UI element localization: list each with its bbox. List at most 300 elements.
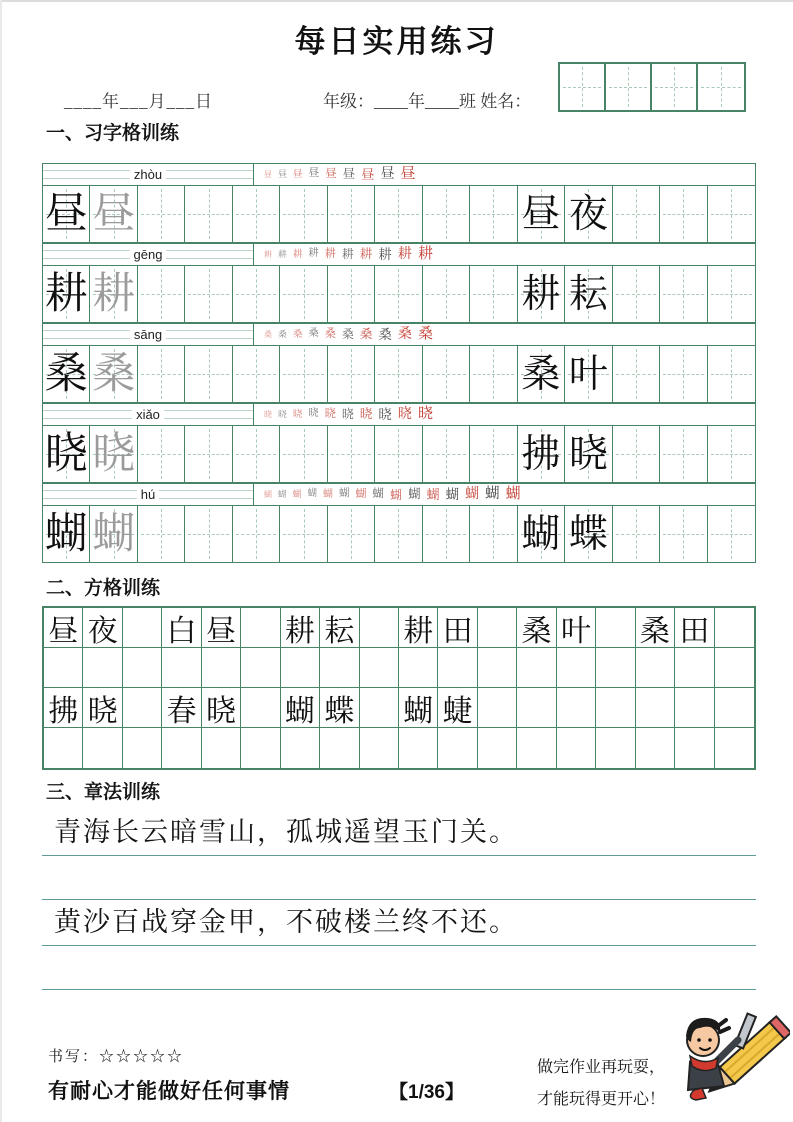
- practice-cell: [280, 186, 327, 242]
- square-cell-character: 春: [166, 694, 197, 728]
- stroke-step: 桑: [397, 326, 412, 343]
- square-cell-character: 叶: [560, 614, 591, 648]
- practice-character: 夜: [568, 192, 608, 236]
- square-cell-character: 桑: [521, 614, 552, 648]
- stroke-step: 昼: [264, 169, 272, 179]
- square-cell: [241, 728, 280, 768]
- square-cell: [123, 688, 162, 728]
- square-cell-character: 蜨: [442, 694, 473, 728]
- square-cell: [438, 648, 477, 688]
- stroke-step: 桑: [378, 326, 392, 342]
- square-cell: [44, 728, 83, 768]
- stroke-step: 蝴: [307, 488, 318, 499]
- square-cell: [636, 648, 675, 688]
- practice-cell: [613, 186, 660, 242]
- square-cell: [202, 728, 241, 768]
- square-cell: [83, 688, 122, 728]
- name-grid-cell: [560, 64, 606, 110]
- practice-cell: [423, 266, 470, 322]
- practice-cell: [280, 346, 327, 402]
- practice-cell: [660, 346, 707, 402]
- pinyin-box: [43, 164, 254, 185]
- practice-cell: [328, 186, 375, 242]
- page-indicator: 【1/36】: [389, 1082, 464, 1103]
- pinyin-box: [43, 404, 254, 425]
- stroke-step: 耕: [397, 246, 412, 263]
- square-cell: [281, 688, 320, 728]
- square-cell: [557, 728, 596, 768]
- page-title: 每日实用练习: [294, 24, 499, 59]
- square-cell-character: 蝴: [284, 694, 315, 728]
- square-cell: [44, 648, 83, 688]
- stroke-step: 晓: [341, 406, 354, 421]
- stroke-step: 耕: [292, 248, 303, 260]
- rating-stars: ☆☆☆☆☆: [99, 1048, 185, 1065]
- mascot-caption: [515, 1052, 665, 1116]
- stroke-step: 晓: [324, 407, 336, 420]
- square-cell: [281, 648, 320, 688]
- practice-character: 昼: [92, 190, 136, 238]
- square-cell-character: 田: [679, 614, 710, 648]
- square-cell-character: 昼: [48, 614, 79, 648]
- stroke-step: 晓: [308, 408, 319, 420]
- square-cell: [636, 608, 675, 648]
- square-cell-character: 晓: [205, 694, 236, 728]
- stroke-step: 昼: [278, 169, 287, 180]
- practice-character: 桑: [521, 352, 561, 396]
- practice-cell: [660, 426, 707, 482]
- practice-cell: [90, 266, 137, 322]
- square-cell-character: 蝶: [324, 694, 355, 728]
- stroke-step: 耕: [418, 246, 434, 262]
- practice-cell: [660, 186, 707, 242]
- practice-cell: [375, 346, 422, 402]
- stroke-step: 晓: [359, 407, 373, 422]
- stroke-step: 桑: [292, 328, 303, 340]
- square-cell-character: 拂: [48, 694, 79, 728]
- stroke-step: 昼: [308, 168, 320, 180]
- practice-character: 耕: [92, 270, 136, 318]
- practice-cell: [328, 426, 375, 482]
- pinyin-label: sāng: [130, 327, 166, 342]
- stroke-step: 蝴: [485, 486, 500, 503]
- motto: 有耐心才能做好任何事情: [48, 1080, 290, 1103]
- stroke-step: 昼: [325, 167, 337, 180]
- practice-cell: [565, 186, 612, 242]
- stroke-step: 晓: [418, 406, 434, 422]
- stroke-step: 耕: [264, 249, 272, 259]
- square-cell: [557, 688, 596, 728]
- stroke-step: 耕: [378, 246, 392, 262]
- practice-cell: [43, 506, 90, 562]
- square-cell: [517, 728, 556, 768]
- practice-cell-row: [42, 345, 756, 403]
- practice-cell: [90, 506, 137, 562]
- square-cell: [438, 688, 477, 728]
- practice-row-header: [42, 323, 756, 345]
- practice-cell: [470, 426, 517, 482]
- practice-cell: [280, 426, 327, 482]
- square-cell: [399, 608, 438, 648]
- practice-character: 蝶: [568, 512, 608, 556]
- stroke-order-sequence: [254, 244, 755, 265]
- square-cell: [241, 648, 280, 688]
- practice-character: 耘: [568, 272, 608, 316]
- practice-row: [42, 403, 756, 483]
- square-cell: [360, 608, 399, 648]
- square-cell: [123, 728, 162, 768]
- stroke-step: 桑: [324, 327, 336, 340]
- practice-cell: [375, 426, 422, 482]
- square-cell: [44, 688, 83, 728]
- stroke-step: 桑: [308, 328, 319, 340]
- practice-cell: [138, 266, 185, 322]
- stroke-step: 桑: [359, 327, 373, 342]
- practice-cell: [613, 266, 660, 322]
- practice-cell: [375, 186, 422, 242]
- poem-line-1: 青海长云暗雪山，孤城遥望玉门关。: [42, 810, 756, 856]
- square-cell: [596, 648, 635, 688]
- square-cell: [438, 608, 477, 648]
- name-grid-cell: [698, 64, 744, 110]
- composition-block: [42, 810, 756, 990]
- stroke-step: 桑: [264, 329, 272, 339]
- practice-cell: [518, 346, 565, 402]
- stroke-step: 晓: [278, 409, 287, 420]
- square-cell: [360, 728, 399, 768]
- square-cell: [202, 608, 241, 648]
- stroke-step: 桑: [278, 329, 287, 340]
- square-cell-character: 蝴: [403, 694, 434, 728]
- square-grid: [42, 606, 756, 770]
- mascot-caption-line2: 才能玩得更开心！: [536, 1091, 665, 1108]
- square-cell: [478, 688, 517, 728]
- square-cell: [281, 608, 320, 648]
- stroke-step: 蝴: [355, 488, 367, 500]
- square-cell: [715, 648, 754, 688]
- square-cell: [399, 728, 438, 768]
- name-grid-cell: [606, 64, 652, 110]
- practice-row-header: [42, 243, 756, 265]
- practice-cell: [233, 186, 280, 242]
- practice-cell: [613, 426, 660, 482]
- square-cell-character: 桑: [639, 614, 670, 648]
- practice-row: [42, 163, 756, 243]
- practice-cell: [660, 506, 707, 562]
- stroke-order-sequence: [254, 164, 755, 185]
- stroke-step: 昼: [342, 167, 356, 182]
- practice-cell: [708, 426, 755, 482]
- practice-cell-row: [42, 265, 756, 323]
- square-cell: [162, 608, 201, 648]
- square-cell: [241, 608, 280, 648]
- square-cell-character: 耕: [284, 614, 315, 648]
- date-line: ____年___月___日: [64, 92, 213, 111]
- square-cell-character: 田: [442, 614, 473, 648]
- stroke-step: 耕: [308, 248, 319, 260]
- practice-cell: [708, 506, 755, 562]
- square-cell: [241, 688, 280, 728]
- practice-row-header: [42, 163, 756, 185]
- practice-cell: [185, 506, 232, 562]
- square-cell: [675, 608, 714, 648]
- stroke-step: 晓: [292, 408, 303, 420]
- poem-line-2: 黄沙百战穿金甲，不破楼兰终不还。: [42, 900, 756, 946]
- page-edge-top: [0, 0, 793, 2]
- pinyin-box: [43, 484, 254, 505]
- square-cell: [596, 728, 635, 768]
- stroke-step: 蝴: [390, 487, 403, 502]
- practice-character: 蝴: [44, 510, 88, 558]
- practice-cell: [518, 266, 565, 322]
- square-cell: [123, 608, 162, 648]
- square-cell: [162, 728, 201, 768]
- square-cell: [399, 648, 438, 688]
- square-cell: [517, 688, 556, 728]
- section2-heading: 二、方格训练: [46, 578, 161, 599]
- practice-cell: [708, 186, 755, 242]
- section3-heading: 三、章法训练: [46, 782, 161, 803]
- practice-cell: [233, 506, 280, 562]
- square-cell: [162, 648, 201, 688]
- practice-cell: [185, 346, 232, 402]
- rating-label: 书写：: [48, 1048, 100, 1065]
- square-cell-character: 耕: [403, 614, 434, 648]
- square-cell: [715, 728, 754, 768]
- practice-cell: [185, 186, 232, 242]
- practice-cell: [43, 346, 90, 402]
- stroke-step: 晓: [264, 409, 272, 419]
- practice-cell: [613, 346, 660, 402]
- practice-row-header: [42, 403, 756, 425]
- square-cell: [320, 728, 359, 768]
- square-cell: [83, 608, 122, 648]
- square-cell: [557, 608, 596, 648]
- name-grid-cell: [652, 64, 698, 110]
- square-cell: [636, 728, 675, 768]
- square-cell: [44, 608, 83, 648]
- square-cell: [636, 688, 675, 728]
- square-cell: [715, 688, 754, 728]
- rating-row: [48, 1045, 184, 1066]
- practice-cell: [138, 346, 185, 402]
- practice-cell: [328, 506, 375, 562]
- practice-character: 桑: [92, 350, 136, 398]
- practice-character: 桑: [44, 350, 88, 398]
- square-cell-character: 耘: [324, 614, 355, 648]
- stroke-step: 耕: [341, 246, 354, 261]
- square-cell: [360, 688, 399, 728]
- square-cell: [557, 648, 596, 688]
- practice-cell: [233, 346, 280, 402]
- stroke-step: 昼: [380, 166, 395, 183]
- square-cell-character: 昼: [205, 614, 236, 648]
- practice-character: 晓: [92, 430, 136, 478]
- practice-character: 蝴: [92, 510, 136, 558]
- stroke-step: 蝴: [408, 487, 421, 502]
- section1-heading: 一、习字格训练: [46, 123, 180, 144]
- stroke-step: 昼: [400, 166, 416, 182]
- practice-row-header: [42, 483, 756, 505]
- practice-cell: [708, 346, 755, 402]
- stroke-step: 桑: [341, 326, 354, 341]
- practice-cell: [565, 346, 612, 402]
- stroke-step: 耕: [278, 249, 287, 260]
- practice-cell: [185, 266, 232, 322]
- practice-character: 昼: [521, 192, 561, 236]
- practice-cell: [280, 506, 327, 562]
- stroke-order-sequence: [254, 324, 755, 345]
- stroke-step: 蝴: [323, 488, 334, 500]
- name-grid: [558, 62, 746, 112]
- practice-cell-row: [42, 185, 756, 243]
- practice-cell: [470, 506, 517, 562]
- practice-cell: [328, 266, 375, 322]
- practice-cell: [613, 506, 660, 562]
- square-cell: [596, 608, 635, 648]
- practice-cell: [565, 506, 612, 562]
- practice-row: [42, 243, 756, 323]
- practice-cell: [423, 506, 470, 562]
- page-edge-left: [0, 0, 2, 1122]
- practice-cell: [375, 266, 422, 322]
- practice-cell: [423, 346, 470, 402]
- square-cell-character: 夜: [87, 614, 118, 648]
- square-cell: [517, 608, 556, 648]
- stroke-step: 昼: [361, 166, 375, 182]
- square-cell: [83, 648, 122, 688]
- stroke-step: 耕: [359, 247, 373, 262]
- practice-cell: [138, 186, 185, 242]
- square-cell: [596, 688, 635, 728]
- stroke-step: 晓: [378, 406, 392, 422]
- practice-character: 晓: [44, 430, 88, 478]
- stroke-step: 晓: [397, 406, 412, 423]
- square-cell: [715, 608, 754, 648]
- stroke-step: 耕: [324, 247, 336, 260]
- practice-cell: [470, 266, 517, 322]
- practice-cell: [518, 426, 565, 482]
- stroke-step: 蝴: [292, 489, 302, 499]
- practice-row: [42, 483, 756, 563]
- practice-cell: [43, 426, 90, 482]
- square-cell: [281, 728, 320, 768]
- stroke-step: 蝴: [465, 486, 480, 502]
- pinyin-box: [43, 244, 254, 265]
- square-cell: [320, 688, 359, 728]
- practice-cell: [423, 186, 470, 242]
- square-cell: [360, 648, 399, 688]
- square-cell: [478, 728, 517, 768]
- practice-cell-row: [42, 425, 756, 483]
- pinyin-label: zhòu: [130, 167, 166, 182]
- practice-cell: [138, 506, 185, 562]
- stroke-step: 蝴: [339, 488, 350, 500]
- stroke-step: 昼: [292, 168, 303, 180]
- square-cell: [83, 728, 122, 768]
- square-cell: [202, 688, 241, 728]
- practice-cell: [660, 266, 707, 322]
- stroke-order-sequence: [254, 404, 755, 425]
- practice-cell-row: [42, 505, 756, 563]
- square-cell: [675, 688, 714, 728]
- pinyin-label: xiǎo: [132, 407, 164, 422]
- pinyin-label: gēng: [130, 247, 167, 262]
- practice-cell: [90, 426, 137, 482]
- square-cell: [675, 648, 714, 688]
- practice-cell: [233, 266, 280, 322]
- square-cell: [478, 648, 517, 688]
- square-cell: [123, 648, 162, 688]
- practice-cell: [138, 426, 185, 482]
- stroke-step: 蝴: [445, 486, 460, 502]
- stroke-order-sequence: [254, 484, 755, 505]
- practice-character: 耕: [44, 270, 88, 318]
- practice-cell: [565, 266, 612, 322]
- writing-blank-1: [42, 856, 756, 900]
- stroke-step: 蝴: [264, 489, 272, 499]
- practice-character: 拂: [521, 432, 561, 476]
- practice-cell: [90, 186, 137, 242]
- practice-cell: [43, 186, 90, 242]
- practice-cell: [185, 426, 232, 482]
- square-cell-character: 白: [166, 614, 197, 648]
- practice-cell: [423, 426, 470, 482]
- practice-character: 耕: [521, 272, 561, 316]
- practice-row: [42, 323, 756, 403]
- square-cell: [202, 648, 241, 688]
- square-cell-character: 晓: [87, 694, 118, 728]
- practice-character: 蝴: [521, 512, 561, 556]
- stroke-step: 蝴: [426, 487, 440, 502]
- grade-name-line: 年级：____年____班 姓名：: [323, 92, 532, 111]
- square-cell: [438, 728, 477, 768]
- practice-cell: [518, 186, 565, 242]
- pinyin-box: [43, 324, 254, 345]
- square-cell: [517, 648, 556, 688]
- practice-cell: [43, 266, 90, 322]
- square-cell: [320, 608, 359, 648]
- square-cell: [675, 728, 714, 768]
- practice-cell: [518, 506, 565, 562]
- mascot-caption-line1: 做完作业再玩耍，: [536, 1059, 665, 1076]
- pinyin-label: hú: [137, 487, 159, 502]
- square-cell: [320, 648, 359, 688]
- square-cell: [399, 688, 438, 728]
- practice-cell: [708, 266, 755, 322]
- practice-cell: [328, 346, 375, 402]
- practice-cell: [90, 346, 137, 402]
- practice-cell: [470, 346, 517, 402]
- boy-riding-pencil-icon: [650, 1010, 790, 1120]
- practice-cell: [280, 266, 327, 322]
- practice-character: 叶: [568, 352, 608, 396]
- square-cell: [478, 608, 517, 648]
- practice-character: 晓: [568, 432, 608, 476]
- practice-character: 昼: [44, 190, 88, 238]
- stroke-step: 蝴: [372, 487, 385, 500]
- stroke-step: 蝴: [278, 489, 287, 500]
- practice-cell: [375, 506, 422, 562]
- stroke-step: 桑: [418, 326, 434, 342]
- practice-rows: [42, 163, 756, 563]
- practice-cell: [233, 426, 280, 482]
- practice-cell: [565, 426, 612, 482]
- square-cell: [162, 688, 201, 728]
- stroke-step: 蝴: [505, 486, 521, 502]
- writing-blank-2: [42, 946, 756, 990]
- practice-cell: [470, 186, 517, 242]
